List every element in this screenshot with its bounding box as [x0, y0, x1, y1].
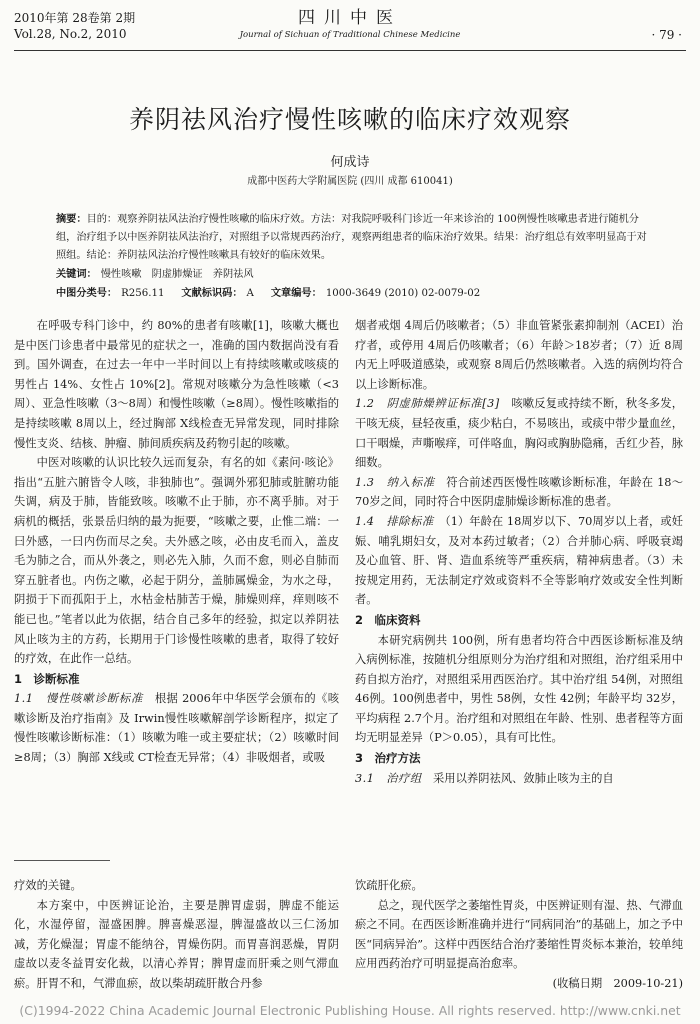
- column-separator-rule: [14, 860, 110, 861]
- journal-name-cn: 四川中医: [298, 8, 402, 28]
- subsection-3-1-title: 3.1 治疗组: [355, 771, 422, 785]
- subsection-1-1-text: 根据 2006年中华医学会颁布的《咳嗽诊断及治疗指南》及 Irwin慢性咳嗽解剖学诊断程序，拟定了慢性咳嗽诊断标准：（1）咳嗽为唯一或主要症状；（2）咳嗽时间≥8周；（3）胸部 X线或 CT检查无异常；（4）非吸烟者，或吸: [14, 692, 339, 765]
- issue-en: Vol.28, No.2, 2010: [14, 27, 127, 41]
- clinical-data-paragraph: 本研究病例共 100例，所有患者均符合中西医诊断标准及纳入病例标准，按随机分组原则分为治疗组和对照组，治疗组采用中药自拟方治疗，对照组采用西医治疗。其中治疗组 54例，对照组 46例。100例患者中，男性 58例，女性 42例；年龄平均 32岁，平均病程 2.7个月。治疗组和对照组在年龄、性别、患者程等方面均无明显差异（P＞0.05），具有可比性。: [355, 633, 683, 745]
- header-rule: [14, 50, 686, 51]
- subsection-1-4-text: （1）年龄在 18周岁以下、70周岁以上者，或妊娠、哺乳期妇女，及对本药过敏者；（2）合并肺心病、呼吸衰竭及心血管、肝、肾、造血系统等严重疾病，精神病患者。（3）未按规定用药，无法制定疗效或资料不全等影响疗效或安全性判断者。: [355, 514, 683, 607]
- article-no-label: 文章编号：: [270, 287, 322, 299]
- abstract: [56, 210, 652, 265]
- abstract-label: 摘要：: [56, 213, 87, 225]
- prev-article-paragraph: 本方案中，中医辨证论治，主要是脾胃虚弱，脾虚不能运化，水湿停留，湿盛困脾。脾喜燥恶湿，脾湿盛故以三仁汤加减，芳化燥湿；胃虚不能纳谷，胃燥伤阴。而胃喜润恶燥，胃阴虚故以麦冬益胃安化裁，以清心养胃；脾胃虚而肝乘之则气滞血瘀。肝胃不和，气滞血瘀，故以柴胡疏肝散合丹参: [14, 898, 339, 990]
- subsection-3-1: [355, 769, 683, 789]
- keywords-label: 关键词：: [56, 268, 97, 280]
- article-title: 养阴祛风治疗慢性咳嗽的临床疗效观察: [128, 105, 571, 134]
- subsection-1-2-title: 1.2 阴虚肺燥辨证标准[3]: [355, 397, 500, 411]
- prev-article-continued: 疗效的关键。: [14, 879, 82, 892]
- subsection-1-3: [355, 473, 683, 512]
- clc-label: 中图分类号：: [56, 287, 118, 299]
- left-column: [14, 316, 339, 768]
- intro-paragraph-2: 中医对咳嗽的认识比较久远而复杂，有名的如《素问·咳论》指出“五脏六腑皆令人咳，非独肺也”。强调外邪犯肺或脏腑功能失调，病及于肺，皆能致咳。咳嗽不止于肺，亦不离乎肺。对于病机的概括，张景岳归纳的最为扼要，“咳嗽之要，止惟二端：一曰外感，一曰内伤而尽之矣。夫外感之咳，必由皮毛而入，盖皮毛为肺之合，而从外袭之，则必先入肺，久而不愈，则必自肺而穿五脏者也。内伤之嗽，必起于阴分，盖肺属燥金，为水之母，阴损于下而孤阳于上，水枯金枯肺苦于燥，肺燥则痒，痒则咳不能已也。”笔者以此为依据，结合自己多年的经验，拟定以养阴祛风止咳为主的方药，长期用于门诊慢性咳嗽的患者，取得了较好的疗效，在此作一总结。: [14, 456, 339, 666]
- doc-code-value: A: [246, 288, 254, 299]
- subsection-1-4: [355, 512, 683, 610]
- journal-name-en: Journal of Sichuan of Traditional Chinese Medicine: [239, 30, 461, 40]
- subsection-3-1-text: 采用以养阴祛风、敛肺止咳为主的自: [432, 771, 614, 785]
- right-column: [355, 316, 683, 788]
- affiliation: 成都中医药大学附属医院 (四川 成都 610041): [247, 176, 453, 187]
- abstract-block: [56, 210, 652, 303]
- subsection-1-1-title: 1.1 慢性咳嗽诊断标准: [14, 692, 144, 706]
- classification-line: [56, 284, 652, 303]
- subsection-1-3-title: 1.3 纳入标准: [355, 475, 435, 489]
- clc-value: R256.11: [121, 288, 165, 299]
- prev-article-conclusion: 总之，现代医学之萎缩性胃炎，中医辨证则有湿、热、气滞血瘀之不同。在西医诊断准确并进行“同病同治”的基础上，加之予中医“同病异治”。这样中西医结合治疗萎缩性胃炎标本兼治，较单纯应用西药治疗可明显提高治愈率。: [355, 898, 683, 971]
- keywords: [56, 265, 652, 284]
- section-heading-1: 1 诊断标准: [14, 671, 80, 686]
- abstract-text: 目的：观察养阴祛风法治疗慢性咳嗽的临床疗效。方法：对我院呼吸科门诊近一年来诊治的 100例慢性咳嗽患者进行随机分组，治疗组予以中医养阴祛风法治疗，对照组予以常规西药治疗，观察两组患者的临床治疗效果。结果：治疗组总有效率明显高于对照组。结论：养阴祛风法治疗慢性咳嗽具有较好的临床效果。: [56, 214, 647, 261]
- subsection-1-2: [355, 394, 683, 472]
- doc-code-label: 文献标识码：: [181, 287, 243, 299]
- subsection-1-4-title: 1.4 排除标准: [355, 514, 434, 528]
- prev-article-continued-right: 饮疏肝化瘀。: [355, 879, 423, 892]
- criteria-continued: 烟者戒烟 4周后仍咳嗽者；（5）非血管紧张素抑制剂（ACEI）治疗者，或停用 4周后仍咳嗽者；（6）年龄＞18岁者；（7）近 8周内无上呼吸道感染，或观察 8周后仍然咳嗽者。入选的病例均符合以上诊断标准。: [355, 319, 683, 391]
- page-number: · 79 ·: [651, 28, 682, 42]
- subsection-1-3-text: 符合前述西医慢性咳嗽诊断标准，年龄在 18～70岁之间，同时符合中医阴虚肺燥诊断标准的患者。: [355, 475, 683, 509]
- running-header: [14, 8, 686, 48]
- subsection-1-2-text: 咳嗽反复或持续不断，秋冬多发，干咳无痰，昼轻夜重，痰少粘白，不易咳出，或痰中带少量血丝，口干咽燥，声嘶喉痒，可伴咯血，胸闷或胸胁隐痛，舌红少苔，脉细数。: [355, 397, 683, 470]
- issue-cn: 2010年第 28卷第 2期: [14, 11, 136, 25]
- section-heading-3: 3 治疗方法: [355, 751, 421, 766]
- section-heading-2: 2 临床资料: [355, 612, 421, 627]
- intro-paragraph-1: 在呼吸专科门诊中，约 80%的患者有咳嗽[1]，咳嗽大概也是中医门诊患者中最常见的症状之一，准确的国内数据尚没有看到。国外调查，在过去一年中一半时间以上有持续咳嗽或咳痰的男性占 14%、女性占 10%[2]。常规对咳嗽分为急性咳嗽（<3周）、亚急性咳嗽（3～8周）和慢性咳嗽（≥8周）。慢性咳嗽指的是持续咳嗽 8周以上，经过胸部 X线检查无异常发现，同时排除慢性支炎、结核、肿瘤、肺间质疾病及药物引起的咳嗽。: [14, 319, 339, 450]
- bottom-right-column: [355, 876, 683, 994]
- bottom-left-column: [14, 876, 339, 994]
- received-date: (收稿日期 2009-10-21): [552, 976, 683, 990]
- journal-name: [14, 8, 686, 41]
- author: 何成诗: [330, 155, 370, 170]
- copyright-footer: (C)1994-2022 China Academic Journal Electronic Publishing House. All rights reserved. http://www.cnki.net: [19, 1003, 681, 1018]
- subsection-1-1: [14, 689, 339, 767]
- article-no-value: 1000-3649 (2010) 02-0079-02: [325, 288, 481, 299]
- keywords-text: 慢性咳嗽 阴虚肺燥证 养阴祛风: [100, 269, 254, 280]
